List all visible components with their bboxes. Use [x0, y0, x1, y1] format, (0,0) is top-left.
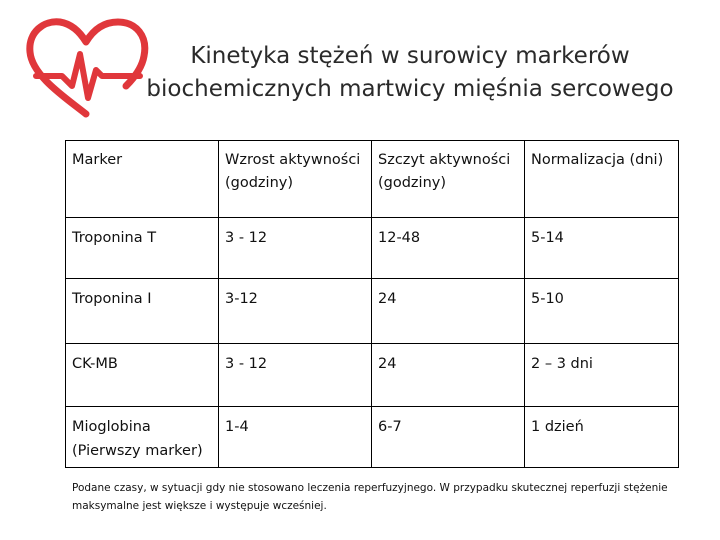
header-wzrost: Wzrost aktywności (godziny)	[219, 141, 372, 218]
cell-marker: CK-MB	[66, 344, 219, 407]
cell-normalizacja: 5-14	[525, 218, 679, 279]
cell-szczyt: 6-7	[372, 407, 525, 468]
header-normalizacja: Normalizacja (dni)	[525, 141, 679, 218]
table-row	[66, 279, 679, 344]
cell-szczyt: 24	[372, 279, 525, 344]
header-szczyt: Szczyt aktywności (godziny)	[372, 141, 525, 218]
table-row	[66, 218, 679, 279]
header-marker: Marker	[66, 141, 219, 218]
cell-szczyt: 24	[372, 344, 525, 407]
marker-table	[65, 140, 679, 468]
cell-normalizacja: 1 dzień	[525, 407, 679, 468]
table-row	[66, 407, 679, 468]
title-line-2: biochemicznych martwicy mięśnia sercowego	[146, 76, 674, 102]
cell-wzrost: 3 - 12	[219, 344, 372, 407]
cell-wzrost: 3-12	[219, 279, 372, 344]
heart-ecg-icon	[22, 14, 152, 124]
page-title	[140, 40, 680, 106]
cell-normalizacja: 5-10	[525, 279, 679, 344]
cell-marker: Mioglobina (Pierwszy marker)	[66, 407, 219, 468]
footnote: Podane czasy, w sytuacji gdy nie stosowano leczenia reperfuzyjnego. W przypadku skutecznej reperfuzji stężenie maksymalne jest większe i występuje wcześniej.	[72, 482, 668, 512]
cell-wzrost: 3 - 12	[219, 218, 372, 279]
table-header-row	[66, 141, 679, 218]
table-row	[66, 344, 679, 407]
cell-normalizacja: 2 – 3 dni	[525, 344, 679, 407]
cell-marker: Troponina I	[66, 279, 219, 344]
title-line-1: Kinetyka stężeń w surowicy markerów	[190, 43, 630, 69]
cell-wzrost: 1-4	[219, 407, 372, 468]
cell-marker: Troponina T	[66, 218, 219, 279]
cell-szczyt: 12-48	[372, 218, 525, 279]
